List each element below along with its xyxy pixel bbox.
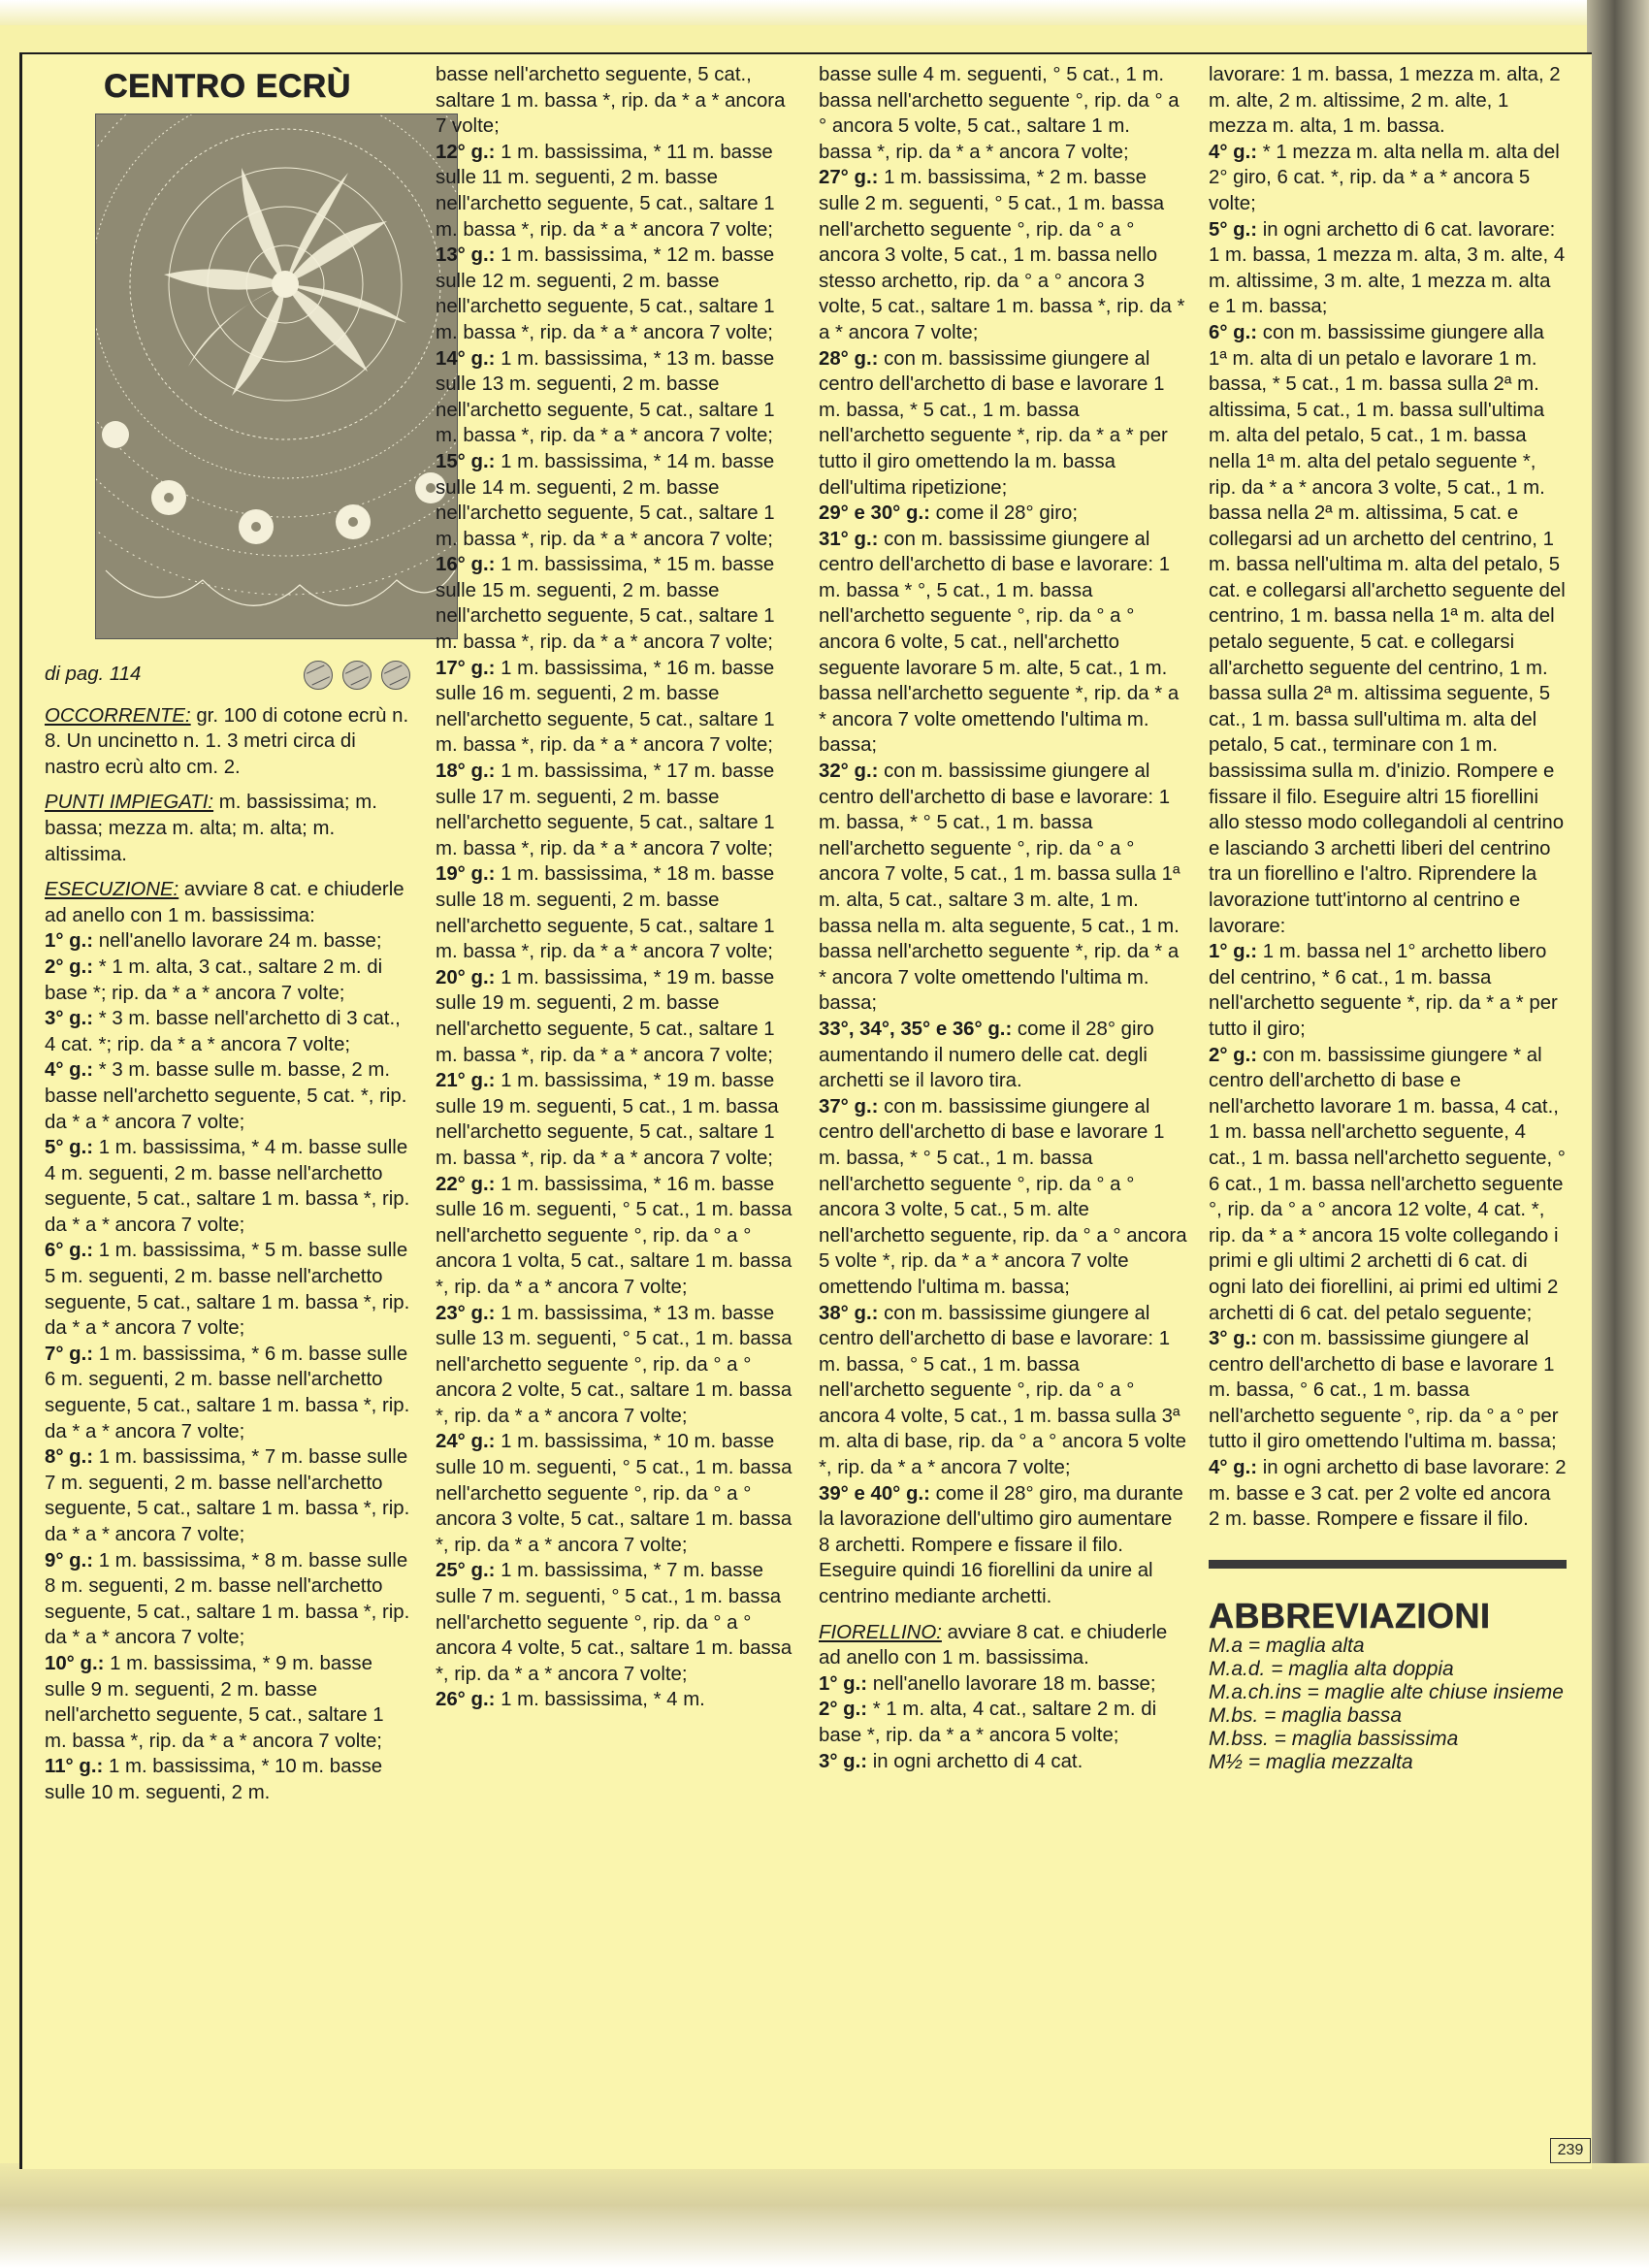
punti-label: PUNTI IMPIEGATI: [45,792,214,814]
round-text: basse sulle 4 m. seguenti, ° 5 cat., 1 m. bassa nell'archetto seguente °, rip. da ° a ° ancora 5 volte, 5 cat., saltare 1 m. bassa *, rip. da * a * ancora 7 volte; [819,64,1180,163]
round-text: come il 28° giro; [929,502,1079,525]
occorrente-paragraph [45,703,410,781]
occorrente-text: gr. 100 di cotone ecrù n. 8. Un uncinetto n. 1. 3 metri circa di nastro ecrù alto cm. 2. [45,704,409,778]
round-label: 21° g.: [436,1070,496,1092]
instruction-round [819,165,1187,345]
round-label: 33°, 34°, 35° e 36° g.: [819,1018,1013,1040]
round-text: * 1 mezza m. alta nella m. alta del 2° giro, 6 cat. *, rip. da * a * ancora 5 volte; [1209,141,1560,214]
round-label: 5° g.: [1209,218,1258,241]
round-label: 3° g.: [45,1008,94,1030]
round-label: 37° g.: [819,1095,879,1118]
round-text: con m. bassissime giungere alla 1ª m. alta di un petalo e lavorare 1 m. bassa, * 5 cat., 1 m. bassa sulla 2ª m. altissima, 5 cat., 1 m. bassa sull'ultima m. alta del petalo, 5 cat., 1 m. bassa nella 1ª m. alta del petalo seguente *, rip. da * a * ancora 3 volte, 5 cat., 1 m. bassa nella 2ª m. altissima, 5 cat. e collegarsi ad un archetto del centrino, 1 m. bassa nell'ultima m. alta del petalo, 5 cat. e collegarsi all'archetto seguente del centrino, 1 m. bassa nella 1ª m. alta del petalo seguente, 5 cat. e collegarsi all'archetto seguente del centrino, 1 m. bassa sulla 2ª m. altissima seguente, 5 cat., 1 m. bassa sull'ultima m. alta del petalo, 5 cat., terminare con 1 m. bassissima sulla m. d'inizio. Rompere e fissare il filo. Eseguire altri 15 fiorellini allo stesso modo collegandoli al centrino e lasciando 3 archetti liberi del centrino tra un fiorellino e l'altro. Riprendere la lavorazione tutt'intorno al centrino e lavorare: [1209,321,1566,937]
round-label: 27° g.: [819,167,879,189]
round-text: 1 m. bassissima, * 13 m. basse sulle 13 m. seguenti, 2 m. basse nell'archetto seguente, 5 cat., saltare 1 m. bassa *, rip. da * a * ancora 7 volte; [436,347,775,447]
round-label: 11° g.: [45,1756,104,1778]
round-text: in ogni archetto di 4 cat. [867,1750,1083,1772]
round-label: 25° g.: [436,1560,496,1582]
instruction-round [45,1135,410,1238]
instruction-round [436,1301,793,1430]
instruction-round [819,1620,1187,1671]
round-label: 2° g.: [45,956,94,978]
scan-top-margin [0,0,1649,25]
abbreviation-item: M.bss. = maglia bassissima [1209,1728,1459,1751]
punti-text: m. bassissima; m. bassa; mezza m. alta; m. alta; m. altissima. [45,792,377,865]
instruction-round [436,140,793,243]
abbreviation-item: M.a.d. = maglia alta doppia [1209,1658,1454,1681]
yarn-ball-icon [381,661,410,690]
round-label: 19° g.: [436,863,496,886]
instruction-round [45,1754,410,1805]
round-label: 7° g.: [45,1343,94,1365]
round-text: 1 m. bassissima, * 16 m. basse sulle 16 m. seguenti, 2 m. basse nell'archetto seguente, 5 cat., saltare 1 m. bassa *, rip. da * a * ancora 7 volte; [436,657,775,757]
round-text: in ogni archetto di 6 cat. lavorare: 1 m. bassa, 1 mezza m. alta, 3 m. alte, 4 m. altissime, 3 m. alte, 1 mezza m. alta e 1 m. bassa; [1209,218,1566,318]
round-label: 3° g.: [819,1750,868,1772]
instruction-round [819,1749,1187,1775]
round-label: 32° g.: [819,761,879,783]
difficulty-rating [304,661,410,690]
round-label: 22° g.: [436,1173,496,1195]
round-text: 1 m. bassissima, * 13 m. basse sulle 13 m. seguenti, ° 5 cat., 1 m. bassa nell'archetto seguente °, rip. da ° a ° ancora 2 volte, 5 cat., saltare 1 m. bassa *, rip. da * a * ancora 7 volte; [436,1302,792,1427]
round-label: 13° g.: [436,244,496,267]
instruction-round [819,1697,1187,1748]
round-label: 20° g.: [436,966,496,988]
round-text: 1 m. bassissima, * 16 m. basse sulle 16 m. seguenti, ° 5 cat., 1 m. bassa nell'archetto seguente °, rip. da ° a ° ancora 1 volta, 5 cat., saltare 1 m. bassa *, rip. da * a * ancora 7 volte; [436,1173,792,1298]
instruction-round [45,1342,410,1444]
instruction-round [436,346,793,449]
round-label: 4° g.: [45,1059,94,1082]
column-2 [436,62,793,1713]
doily-illustration [96,114,457,638]
instruction-round [819,62,1187,165]
instruction-round [819,501,1187,527]
round-label: 1° g.: [819,1672,868,1695]
abbreviation-item: M.a.ch.ins = maglie alte chiuse insieme [1209,1681,1564,1704]
section-divider [1209,1560,1567,1569]
scan-bottom-margin [0,2163,1649,2268]
round-label: 1° g.: [45,930,94,953]
doily-photo [95,113,458,639]
instruction-round [1209,1326,1567,1455]
page-title: CENTRO ECRÙ [104,68,351,105]
instruction-round [819,1671,1187,1698]
round-text: come il 28° giro aumentando il numero delle cat. degli archetti se il lavoro tira. [819,1018,1154,1092]
instruction-round [1209,1043,1567,1327]
instruction-round [819,759,1187,1017]
esecuzione-label: ESECUZIONE: [45,879,179,901]
round-label: 9° g.: [45,1549,94,1571]
round-label: FIORELLINO: [819,1621,942,1643]
round-text: con m. bassissime giungere al centro dell'archetto di base e lavorare 1 m. bassa, * 5 cat., 1 m. bassa nell'archetto seguente *, rip. da * a * per tutto il giro omettendo la m. bassa dell'ultima ripetizione; [819,347,1168,499]
round-text: 1 m. bassissima, * 10 m. basse sulle 10 m. seguenti, ° 5 cat., 1 m. bassa nell'archetto seguente °, rip. da ° a ° ancora 3 volte, 5 cat., saltare 1 m. bassa *, rip. da * a * ancora 7 volte; [436,1431,792,1556]
round-text: con m. bassissime giungere al centro dell'archetto di base e lavorare: 1 m. bassa, * ° 5 cat., 1 m. bassa nell'archetto seguente °, rip. da ° a ° ancora 7 volte, 5 cat., 1 m. bassa sulla 1ª m. alta, 5 cat., saltare 3 m. alte, 1 m. bassa nella m. alta seguente, 5 cat., 1 m. bassa nell'archetto seguente *, rip. da * a * ancora 7 volte omettendo l'ultima m. bassa; [819,761,1180,1015]
instruction-round [436,1558,793,1687]
instruction-round [45,1057,410,1135]
round-text: 1 m. bassissima, * 4 m. [495,1689,705,1711]
instruction-round [436,759,793,861]
round-text: nell'anello lavorare 18 m. basse; [867,1672,1156,1695]
instruction-round [436,243,793,345]
esecuzione-paragraph [45,877,410,928]
instruction-round [819,1481,1187,1610]
round-text: 1 m. bassissima, * 8 m. basse sulle 8 m. seguenti, 2 m. basse nell'archetto seguente, 5 cat., saltare 1 m. bassa *, rip. da * a * ancora 7 volte; [45,1549,410,1649]
round-text: * 3 m. basse nell'archetto di 3 cat., 4 cat. *; rip. da * a * ancora 7 volte; [45,1008,401,1055]
instruction-round [436,62,793,140]
instruction-round [1209,939,1567,1042]
column-3 [819,62,1187,1774]
round-label: 10° g.: [45,1652,105,1674]
round-label: 2° g.: [819,1699,868,1721]
round-label: 1° g.: [1209,941,1258,963]
round-label: 16° g.: [436,554,496,576]
instruction-round [1209,1455,1567,1533]
round-text: * 1 m. alta, 4 cat., saltare 2 m. di base *, rip. da * a * ancora 5 volte; [819,1699,1157,1746]
round-text: 1 m. bassissima, * 14 m. basse sulle 14 m. seguenti, 2 m. basse nell'archetto seguente, 5 cat., saltare 1 m. bassa *, rip. da * a * ancora 7 volte; [436,450,775,550]
instruction-round [1209,62,1567,140]
instruction-round [436,552,793,655]
instruction-round [436,1429,793,1558]
instruction-round [436,1687,793,1713]
instruction-round [1209,140,1567,217]
round-text: 1 m. bassissima, * 9 m. basse sulle 9 m. seguenti, 2 m. basse nell'archetto seguente, 5 cat., saltare 1 m. bassa *, rip. da * a * ancora 7 volte; [45,1652,384,1752]
round-label: 23° g.: [436,1302,496,1324]
round-label: 24° g.: [436,1431,496,1453]
round-text: basse nell'archetto seguente, 5 cat., saltare 1 m. bassa *, rip. da * a * ancora 7 volte; [436,64,786,138]
abbreviation-item: M½ = maglia mezzalta [1209,1751,1413,1774]
round-text: * 3 m. basse sulle m. basse, 2 m. basse nell'archetto seguente, 5 cat. *, rip. da * a * ancora 7 volte; [45,1059,407,1133]
round-label: 18° g.: [436,761,496,783]
round-text: * 1 m. alta, 3 cat., saltare 2 m. di base *; rip. da * a * ancora 7 volte; [45,956,383,1004]
round-label: 2° g.: [1209,1044,1258,1066]
round-label: 4° g.: [1209,1457,1258,1479]
round-text: 1 m. bassissima, * 11 m. basse sulle 11 m. seguenti, 2 m. basse nell'archetto seguente, 5 cat., saltare 1 m. bassa *, rip. da * a * ancora 7 volte; [436,141,775,241]
round-text: come il 28° giro, ma durante la lavorazione dell'ultimo giro aumentare 8 archetti. Rompere e fissare il filo. Eseguire quindi 16 fiorellini da unire al centrino mediante archetti. [819,1482,1183,1608]
round-list [45,928,410,1805]
round-text: con m. bassissime giungere * al centro dell'archetto di base e nell'archetto lavorare 1 m. bassa, 4 cat., 1 m. bassa nell'archetto seguente, 4 cat., 1 m. bassa nell'archetto seguente, ° 6 cat., 1 m. bassa nell'archetto seguente °, rip. da ° a ° ancora 12 volte, 4 cat. *, rip. da * a * ancora 15 volte collegando i primi e gli ultimi 2 archetti di 6 cat. di ogni lato dei fiorellini, ai primi ed ultimi 2 archetti di 6 cat. del petalo seguente; [1209,1044,1566,1324]
page-reference: di pag. 114 [45,664,142,686]
column-4 [1209,62,1567,1774]
instruction-round [436,861,793,964]
abbreviation-item: M.a = maglia alta [1209,1635,1365,1658]
round-label: 14° g.: [436,347,496,370]
round-text: 1 m. bassissima, * 5 m. basse sulle 5 m. seguenti, 2 m. basse nell'archetto seguente, 5 cat., saltare 1 m. bassa *, rip. da * a * ancora 7 volte; [45,1240,410,1340]
instruction-round [45,1238,410,1341]
punti-paragraph [45,790,410,867]
instruction-round [45,928,410,955]
instruction-round [436,449,793,552]
occorrente-label: OCCORRENTE: [45,704,191,727]
round-label: 12° g.: [436,141,496,163]
round-text: con m. bassissime giungere al centro dell'archetto di base e lavorare 1 m. bassa, ° 6 cat., 1 m. bassa nell'archetto seguente °, rip. da ° a ° per tutto il giro omettendo l'ultima m. bassa; [1209,1328,1559,1453]
yarn-ball-icon [342,661,372,690]
abbreviations-list [1209,1635,1567,1774]
round-list [819,62,1187,1774]
instruction-round [45,1444,410,1547]
round-text: con m. bassissime giungere al centro dell'archetto di base e lavorare 1 m. bassa, * ° 5 cat., 1 m. bassa nell'archetto seguente °, rip. da ° a ° ancora 3 volte, 5 cat., 5 m. alte nell'archetto seguente, rip. da ° a ° ancora 5 volte *, rip. da * a * ancora 7 volte omettendo l'ultima m. bassa; [819,1095,1187,1298]
round-label: 3° g.: [1209,1328,1258,1350]
round-label: 26° g.: [436,1689,496,1711]
round-text: 1 m. bassissima, * 19 m. basse sulle 19 m. seguenti, 2 m. basse nell'archetto seguente, 5 cat., saltare 1 m. bassa *, rip. da * a * ancora 7 volte; [436,966,775,1066]
round-text: 1 m. bassissima, * 12 m. basse sulle 12 m. seguenti, 2 m. basse nell'archetto seguente, 5 cat., saltare 1 m. bassa *, rip. da * a * ancora 7 volte; [436,244,775,343]
instruction-round [45,1651,410,1754]
round-label: 6° g.: [45,1240,94,1262]
yarn-ball-icon [304,661,333,690]
round-text: 1 m. bassissima, * 15 m. basse sulle 15 m. seguenti, 2 m. basse nell'archetto seguente, 5 cat., saltare 1 m. bassa *, rip. da * a * ancora 7 volte; [436,554,775,654]
round-text: 1 m. bassissima, * 18 m. basse sulle 18 m. seguenti, 2 m. basse nell'archetto seguente, 5 cat., saltare 1 m. bassa *, rip. da * a * ancora 7 volte; [436,863,775,963]
page-number: 239 [1550,2138,1591,2163]
round-label: 29° e 30° g.: [819,502,930,525]
round-label: 28° g.: [819,347,879,370]
round-text: 1 m. bassissima, * 10 m. basse sulle 10 m. seguenti, 2 m. [45,1756,383,1803]
abbreviations-title: ABBREVIAZIONI [1209,1595,1491,1636]
round-label: 8° g.: [45,1446,94,1469]
round-text: in ogni archetto di base lavorare: 2 m. basse e 3 cat. per 2 volte ed ancora 2 m. basse. Rompere e fissare il filo. [1209,1457,1567,1531]
magazine-page [19,52,1592,2169]
round-text: con m. bassissime giungere al centro dell'archetto di base e lavorare: 1 m. bassa, ° 5 cat., 1 m. bassa nell'archetto seguente °, rip. da ° a ° ancora 4 volte, 5 cat., 1 m. bassa sulla 3ª m. alta di base, rip. da ° a ° ancora 5 volte *, rip. da * a * ancora 7 volte; [819,1302,1187,1479]
round-text: avviare 8 cat. e chiuderle ad anello con 1 m. bassissima. [819,1621,1168,1669]
round-label: 6° g.: [1209,321,1258,343]
round-text: 1 m. bassissima, * 19 m. basse sulle 19 m. seguenti, 5 cat., 1 m. bassa nell'archetto seguente, 5 cat., saltare 1 m. bassa *, rip. da * a * ancora 7 volte; [436,1070,779,1169]
instruction-round [819,1094,1187,1301]
instruction-round [45,1548,410,1651]
round-label: 4° g.: [1209,141,1258,163]
instruction-round [1209,217,1567,320]
instruction-round [45,1006,410,1057]
instruction-round [1209,320,1567,939]
round-text: 1 m. bassissima, * 7 m. basse sulle 7 m. seguenti, ° 5 cat., 1 m. bassa nell'archetto seguente °, rip. da ° a ° ancora 4 volte, 5 cat., saltare 1 m. bassa *, rip. da * a * ancora 7 volte; [436,1560,792,1685]
round-text: 1 m. bassissima, * 4 m. basse sulle 4 m. seguenti, 2 m. basse nell'archetto seguente, 5 cat., saltare 1 m. bassa *, rip. da * a * ancora 7 volte; [45,1137,410,1236]
instruction-round [45,955,410,1006]
instruction-round [436,656,793,759]
round-label: 15° g.: [436,450,496,472]
instruction-round [819,1301,1187,1481]
round-text: 1 m. bassissima, * 7 m. basse sulle 7 m. seguenti, 2 m. basse nell'archetto seguente, 5 cat., saltare 1 m. bassa *, rip. da * a * ancora 7 volte; [45,1446,410,1545]
round-label: 38° g.: [819,1302,879,1324]
instruction-round [436,1172,793,1301]
round-label: 5° g.: [45,1137,94,1159]
round-text: 1 m. bassissima, * 6 m. basse sulle 6 m. seguenti, 2 m. basse nell'archetto seguente, 5 cat., saltare 1 m. bassa *, rip. da * a * ancora 7 volte; [45,1343,410,1442]
round-text: con m. bassissime giungere al centro dell'archetto di base e lavorare: 1 m. bassa * °, 5 cat., 1 m. bassa nell'archetto seguente °, rip. da ° a ° ancora 6 volte, 5 cat., nell'archetto seguente lavorare 5 m. alte, 5 cat., 1 m. bassa nell'archetto seguente *, rip. da * a * ancora 7 volte omettendo l'ultima m. bassa; [819,528,1180,757]
round-text: 1 m. bassissima, * 17 m. basse sulle 17 m. seguenti, 2 m. basse nell'archetto seguente, 5 cat., saltare 1 m. bassa *, rip. da * a * ancora 7 volte; [436,761,775,859]
round-list [436,62,793,1713]
round-text: 1 m. bassa nel 1° archetto libero del centrino, * 6 cat., 1 m. bassa nell'archetto seguente *, rip. da * a * per tutto il giro; [1209,941,1558,1040]
column-1 [45,62,410,1806]
instruction-round [436,1068,793,1171]
esecuzione-text: avviare 8 cat. e chiuderle ad anello con 1 m. bassissima: [45,879,404,926]
round-label: 17° g.: [436,657,496,679]
book-spine-edge [1587,0,1649,2268]
instruction-round [819,346,1187,502]
reference-line [45,661,410,690]
instruction-round [819,527,1187,759]
round-label: 39° e 40° g.: [819,1482,930,1505]
abbreviation-item: M.bs. = maglia bassa [1209,1704,1403,1728]
round-text: lavorare: 1 m. bassa, 1 mezza m. alta, 2 m. alte, 2 m. altissime, 2 m. alte, 1 mezza m. alta, 1 m. bassa. [1209,64,1561,138]
instruction-round [436,965,793,1068]
round-label: 31° g.: [819,528,879,550]
round-text: nell'anello lavorare 24 m. basse; [93,930,382,953]
instruction-round [819,1017,1187,1094]
round-list [1209,62,1567,1533]
round-text: 1 m. bassissima, * 2 m. basse sulle 2 m. seguenti, ° 5 cat., 1 m. bassa nell'archetto seguente °, rip. da ° a ° ancora 3 volte, 5 cat., 1 m. bassa nello stesso archetto, rip. da ° a ° ancora 3 volte, 5 cat., saltare 1 m. bassa *, rip. da * a * ancora 7 volte; [819,167,1185,343]
